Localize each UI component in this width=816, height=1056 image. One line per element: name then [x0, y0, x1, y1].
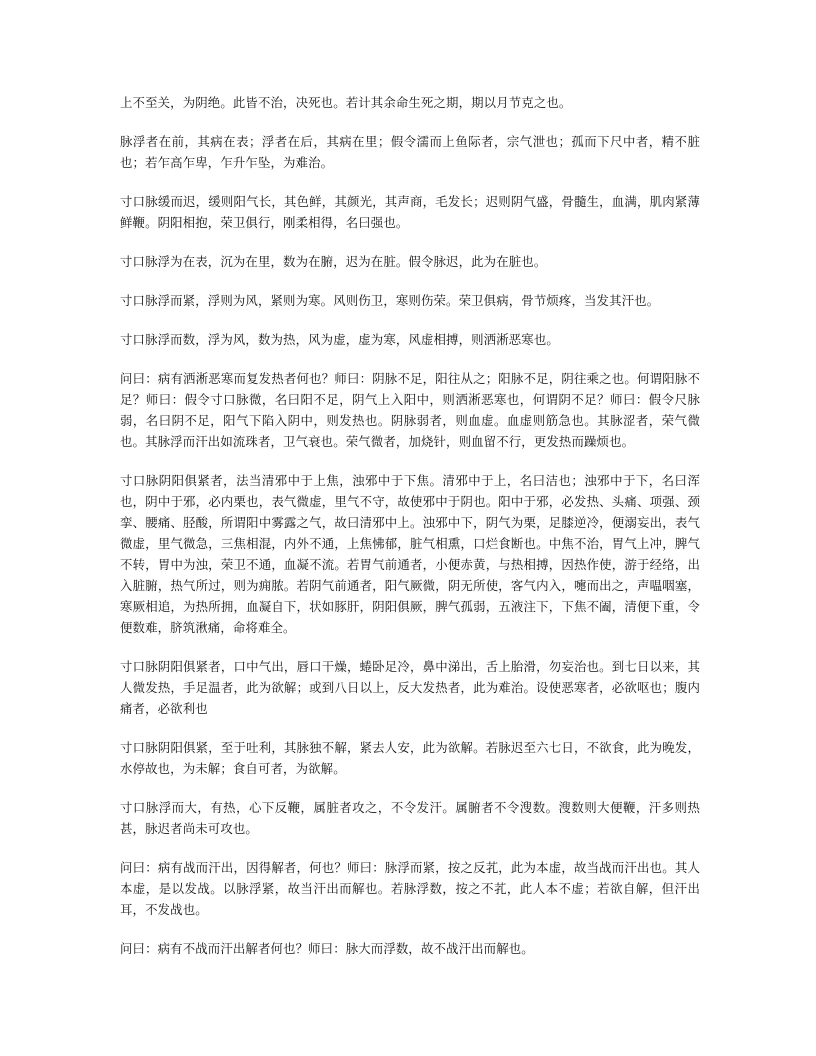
paragraph-6: 寸口脉浮而数，浮为风，数为热，风为虚，虚为寒，风虚相搏，则洒淅恶寒也。 [120, 332, 559, 347]
paragraph-3: 寸口脉缓而迟，缓则阳气长，其色鲜，其颜光，其声商，毛发长；迟则阴气盛，骨髓生，血满，肌肉紧薄鲜鞭。阴阳相抱，荣卫俱行，刚柔相得，名曰强也。 [120, 194, 700, 230]
paragraph-4: 寸口脉浮为在表，沉为在里，数为在腑，迟为在脏。假令脉迟，此为在脏也。 [120, 254, 547, 269]
paragraph-12: 问曰：病有战而汗出，因得解者，何也？师曰：脉浮而紧，按之反芤，此为本虚，故当战而汗出也。其人本虚，是以发战。以脉浮紧，故当汗出而解也。若脉浮数，按之不芤，此人本不虚；若欲自解，但汗出耳，不发战也。 [120, 860, 700, 917]
paragraph-1: 上不至关，为阴绝。此皆不治，决死也。若计其余命生死之期，期以月节克之也。 [120, 95, 572, 110]
paragraph-8: 寸口脉阴阳俱紧者，法当清邪中于上焦，浊邪中于下焦。清邪中于上，名曰洁也；浊邪中于下，名曰浑也，阴中于邪，必内栗也，表气微虚，里气不守，故使邪中于阴也。阳中于邪，必发热、头痛、项强、颈挛、腰痛、胫酸，所谓阳中雾露之气，故曰清邪中上。浊邪中下，阴气为栗，足膝逆冷，便溺妄出，表气微虚，里气微急，三焦相混，内外不通，上焦怫郁，脏气相熏，口烂食断也。中焦不治，胃气上冲，脾气不转，胃中为浊，荣卫不通，血凝不流。若胃气前通者，小便赤黄，与热相搏，因热作使，游于经络，出入脏腑，热气所过，则为痈脓。若阴气前通者，阳气厥微，阴无所使，客气内入，嚏而出之，声嗢咽塞，寒厥相追，为热所拥，血凝自下，状如豚肝，阴阳俱厥，脾气孤弱，五液注下，下焦不阖，清便下重，令便数难，脐筑湫痛，命将难全。 [120, 473, 700, 635]
paragraph-11: 寸口脉浮而大，有热，心下反鞭，属脏者攻之，不令发汗。属腑者不令溲数。溲数则大便鞭，汗多则热甚，脉迟者尚未可攻也。 [120, 800, 700, 836]
paragraph-9: 寸口脉阴阳俱紧者，口中气出，唇口干燥，蜷卧足冷，鼻中涕出，舌上胎滑，勿妄治也。到七日以来，其人微发热，手足温者，此为欲解；或到八日以上，反大发热者，此为难治。设使恶寒者，必欲呕也；腹内痛者，必欲利也 [120, 659, 700, 716]
document-page [120, 92, 700, 977]
paragraph-7: 问曰：病有洒淅恶寒而复发热者何也？师曰：阴脉不足，阳往从之；阳脉不足，阴往乘之也。何谓阳脉不足？师曰：假令寸口脉微，名曰阳不足，阴气上入阳中，则洒淅恶寒也，何谓阴不足？师曰：假令尺脉弱，名曰阴不足，阳气下陷入阴中，则发热也。阴脉弱者，则血虚。血虚则筋急也。其脉涩者，荣气微也。其脉浮而汗出如流珠者，卫气衰也。荣气微者，加烧针，则血留不行，更发热而躁烦也。 [120, 371, 700, 449]
paragraph-10: 寸口脉阴阳俱紧，至于吐利，其脉独不解，紧去人安，此为欲解。若脉迟至六七日，不欲食，此为晚发，水停故也，为未解；食自可者，为欲解。 [120, 740, 700, 776]
paragraph-2: 脉浮者在前，其病在表；浮者在后，其病在里；假令濡而上鱼际者，宗气泄也；孤而下尺中者，精不脏也；若乍高乍卑，乍升乍坠，为难治。 [120, 134, 700, 170]
paragraph-5: 寸口脉浮而紧，浮则为风，紧则为寒。风则伤卫，寒则伤荣。荣卫俱病，骨节烦疼，当发其汗也。 [120, 293, 660, 308]
paragraph-13: 问曰：病有不战而汗出解者何也？师曰：脉大而浮数，故不战汗出而解也。 [120, 941, 534, 956]
